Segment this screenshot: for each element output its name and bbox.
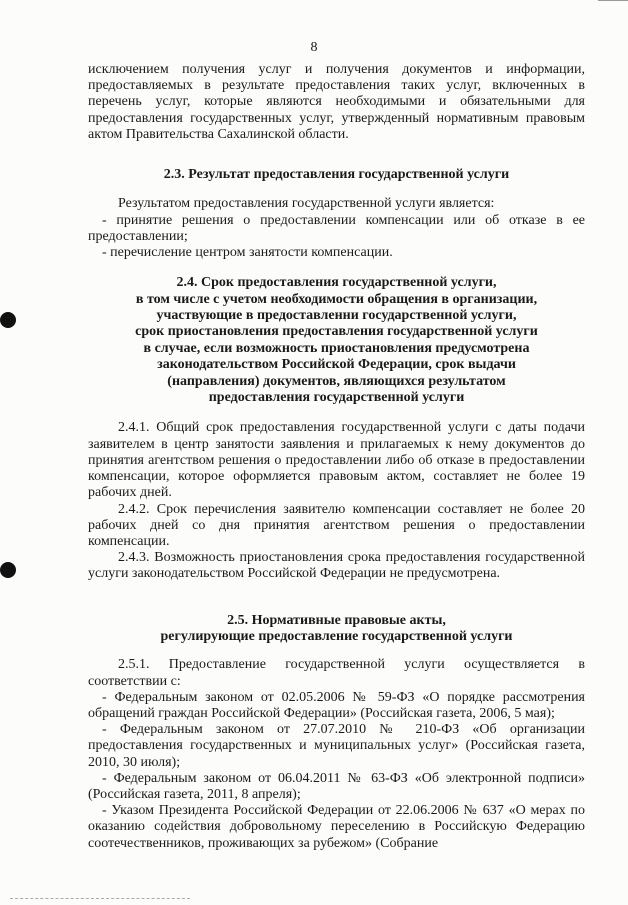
section-2-4-heading-line: (направления) документов, являющихся результатом	[167, 373, 506, 389]
section-2-5-heading-line: 2.5. Нормативные правовые акты,	[227, 612, 446, 628]
punch-hole-top	[0, 312, 16, 328]
scan-bottom-mark	[10, 898, 190, 900]
section-2-4-heading-line: в случае, если возможность приостановления предусмотрена	[143, 340, 530, 356]
page-number: 8	[310, 40, 318, 55]
paragraph-2-4-3: 2.4.3. Возможность приостановления срока предоставления государственной услуги законодательством Российской Федерации не предусмотрена.	[88, 550, 585, 582]
section-2-5-heading-line: регулирующие предоставление государственной услуги	[160, 628, 513, 644]
section-2-4-heading-line: участвующие в предоставленни государственной услуги,	[156, 308, 517, 324]
section-2-3-item-2: - перечисление центром занятости компенсации.	[102, 245, 393, 261]
section-2-4-heading-line: предоставления государственной услуги	[208, 390, 465, 406]
law-item-59-fz: - Федеральным законом от 02.05.2006 № 59-ФЗ «О порядке рассмотрения обращений граждан Российской Федерации» (Российская газета, 2006, 5 мая);	[88, 689, 585, 721]
section-2-4-heading-line: законодательством Российской Федерации, срок выдачи	[157, 357, 516, 373]
section-2-4-heading	[88, 275, 585, 406]
punch-hole-bottom	[0, 562, 16, 578]
paragraph-2-5-1: 2.5.1. Предоставление государственной услуги осуществляется в соответствии с:	[88, 657, 585, 689]
section-2-4-heading-line: срок приостановления предоставления государственной услуги	[135, 324, 538, 340]
law-item-decree-637: - Указом Президента Российской Федерации от 22.06.2006 № 637 «О мерах по оказанию содействия добровольному переселению в Российскую Федерацию соотечественников, проживающих за рубежом» (Собрание	[88, 803, 585, 851]
paragraph-2-4-1: 2.4.1. Общий срок предоставления государственной услуги с даты подачи заявителем в центр занятости заявления и прилагаемых к нему документов до принятия агентством решения о предоставлении либо об отказе в предоставлении компенсации, которое оформляется правовым актом, составляет не более 19 рабочих дней.	[88, 420, 585, 501]
section-2-3-item-1: - принятие решения о предоставлении компенсации или об отказе в ее предоставлении;	[88, 212, 585, 244]
law-item-63-fz: - Федеральным законом от 06.04.2011 № 63-ФЗ «Об электронной подписи» (Российская газета, 2011, 8 апреля);	[88, 770, 585, 802]
section-2-3-intro: Результатом предоставления государственной услуги является:	[118, 196, 495, 212]
section-2-4-heading-line: в том числе с учетом необходимости обращения в организации,	[135, 291, 538, 307]
scan-edge-mark	[598, 0, 628, 4]
section-2-5-heading	[88, 613, 585, 646]
paragraph-2-4-2: 2.4.2. Срок перечисления заявителю компенсации составляет не более 20 рабочих дней со дня принятия агентством решения о предоставлении компенсации.	[88, 501, 585, 549]
law-item-210-fz: - Федеральным законом от 27.07.2010 № 210-ФЗ «Об организации предоставления государственных и муниципальных услуг» (Российская газета, 2010, 30 июля);	[88, 722, 585, 770]
section-2-4-heading-line: 2.4. Срок предоставления государственной услуги,	[176, 275, 497, 291]
section-2-3-heading: 2.3. Результат предоставления государственной услуги	[163, 167, 510, 183]
page-content	[88, 62, 585, 852]
top-paragraph: исключением получения услуг и получения документов и информации, предоставляемых в результате предоставления таких услуг, включенных в перечень услуг, которые являются необходимыми и обязательными для предоставления государственных услуг, утвержденный нормативным правовым актом Правительства Сахалинской области.	[88, 62, 585, 142]
